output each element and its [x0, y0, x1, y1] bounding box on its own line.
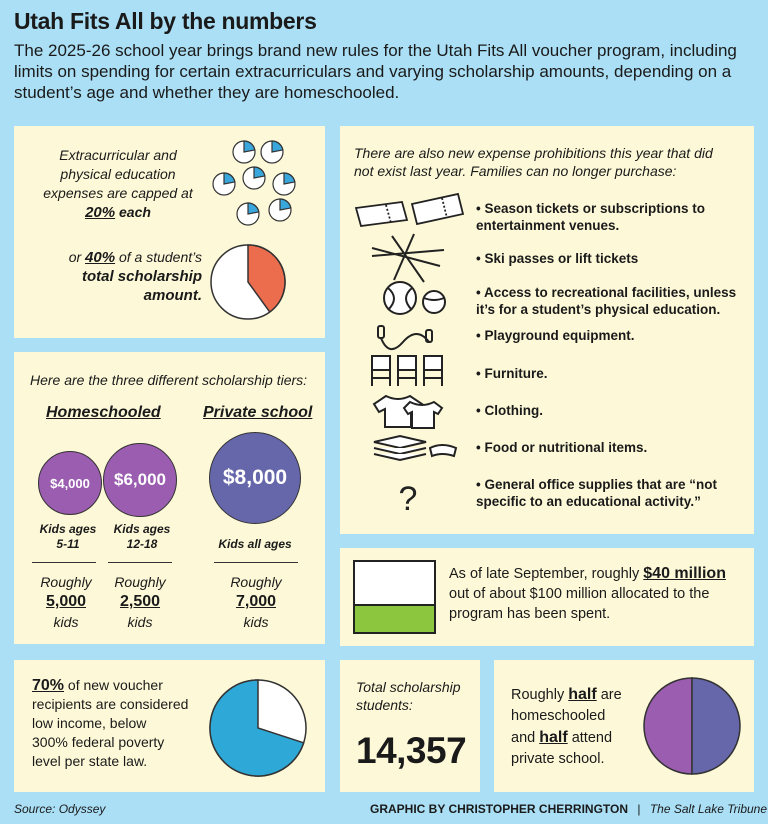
tier-ages-12-18: Kids ages 12-18 [113, 522, 171, 551]
caps-line3: expenses are capped at [43, 185, 193, 201]
small-pie-slice [254, 167, 265, 178]
split-text: Roughly half are homeschooled and half attend private school. [511, 686, 622, 767]
prohibition-icons [352, 190, 474, 520]
caps-each: each [119, 204, 151, 220]
clothing-icon [374, 396, 442, 428]
spent-bar [353, 560, 436, 634]
pie-half-icon [640, 674, 744, 778]
prohibition-item: • Clothing. [476, 403, 543, 418]
spent-amount: $40 million [643, 565, 726, 582]
prohibitions-intro-line2: not exist last year. Families can no longer purchase: [354, 163, 677, 179]
small-pies-icon [204, 138, 316, 234]
caps-total1: total scholarship [81, 268, 202, 285]
page-title: Utah Fits All by the numbers [14, 8, 317, 34]
small-pie-slice [272, 141, 283, 152]
prohibition-item: • General office supplies that are “not specific to an educational activity.” [476, 477, 718, 509]
tier-count-homeschool-old: Roughly 2,500 kids [114, 574, 166, 630]
food-icon [374, 436, 456, 460]
caps-line2: physical education [60, 166, 176, 182]
tier-ages-all: Kids all ages [218, 537, 292, 551]
caps-total2: amount. [143, 287, 202, 304]
prohibition-item: • Playground equipment. [476, 328, 635, 343]
caps-or: or [68, 249, 82, 265]
question-mark-icon: ? [398, 480, 418, 518]
tier-ages-5-11: Kids ages 5-11 [39, 522, 97, 551]
pie-half-private [692, 678, 740, 774]
tier-homeschooled-label: Homeschooled [46, 404, 161, 421]
caps-line1: Extracurricular and [59, 147, 177, 163]
small-pie-slice [224, 173, 235, 184]
spent-bar-fill [355, 604, 434, 632]
caps-of-a: of a student’s [118, 249, 202, 265]
total-value: 14,357 [356, 730, 467, 771]
spent-text: As of late September, roughly $40 million out of about $100 million allocated to the program has been spent. [449, 565, 726, 622]
small-pie-slice [284, 173, 295, 184]
caps-pct-40: 40% [85, 249, 116, 266]
tier-circle-6000: $6,000 [103, 443, 177, 517]
tier-circle-4000: $4,000 [38, 451, 102, 515]
pie-40-icon [208, 242, 288, 322]
tiers-heading: Here are the three different scholarship tiers: [30, 372, 308, 388]
prohibition-item: • Furniture. [476, 366, 548, 381]
pie-half-homeschool [644, 678, 692, 774]
tier-count-private: Roughly 7,000 kids [230, 574, 282, 630]
pie-70-icon [206, 676, 310, 780]
tickets-icon [356, 194, 463, 226]
credit: GRAPHIC BY CHRISTOPHER CHERRINGTON | The Salt Lake Tribune [370, 802, 768, 816]
source: Source: Odyssey [14, 802, 106, 816]
caps-pct-20: 20% [85, 204, 116, 221]
prohibitions-intro-line1: There are also new expense prohibitions this year that did [354, 145, 713, 161]
jump-rope-icon [378, 326, 432, 349]
prohibition-item: • Access to recreational facilities, unless it’s for a student’s physical education. [476, 285, 737, 317]
small-pie-slice [244, 141, 255, 152]
tier-circle-8000: $8,000 [209, 432, 301, 524]
tier-count-homeschool-young: Roughly 5,000 kids [40, 574, 92, 630]
intro-text: The 2025-26 school year brings brand new rules for the Utah Fits All voucher program, including limits on spending for certain extracurriculars and varying scholarship amounts, depending on a student’s age and whether they are homeschooled. [14, 41, 737, 102]
caps-panel [14, 126, 325, 338]
chairs-icon [372, 356, 442, 386]
total-label: Total scholarship students: [356, 679, 461, 713]
prohibition-item: • Food or nutritional items. [476, 440, 648, 455]
prohibition-item: • Season tickets or subscriptions to entertainment venues. [476, 201, 706, 233]
skis-icon [372, 234, 444, 282]
low-income-pct: 70% [32, 677, 65, 694]
small-pie-slice [280, 199, 291, 210]
balls-icon [384, 282, 445, 314]
small-pie-slice [248, 203, 259, 214]
prohibition-item: • Ski passes or lift tickets [476, 251, 639, 266]
low-income-text: 70% of new voucher recipients are considered low income, below 300% federal poverty level per state law. [32, 677, 189, 769]
tier-private-label: Private school [203, 404, 313, 421]
